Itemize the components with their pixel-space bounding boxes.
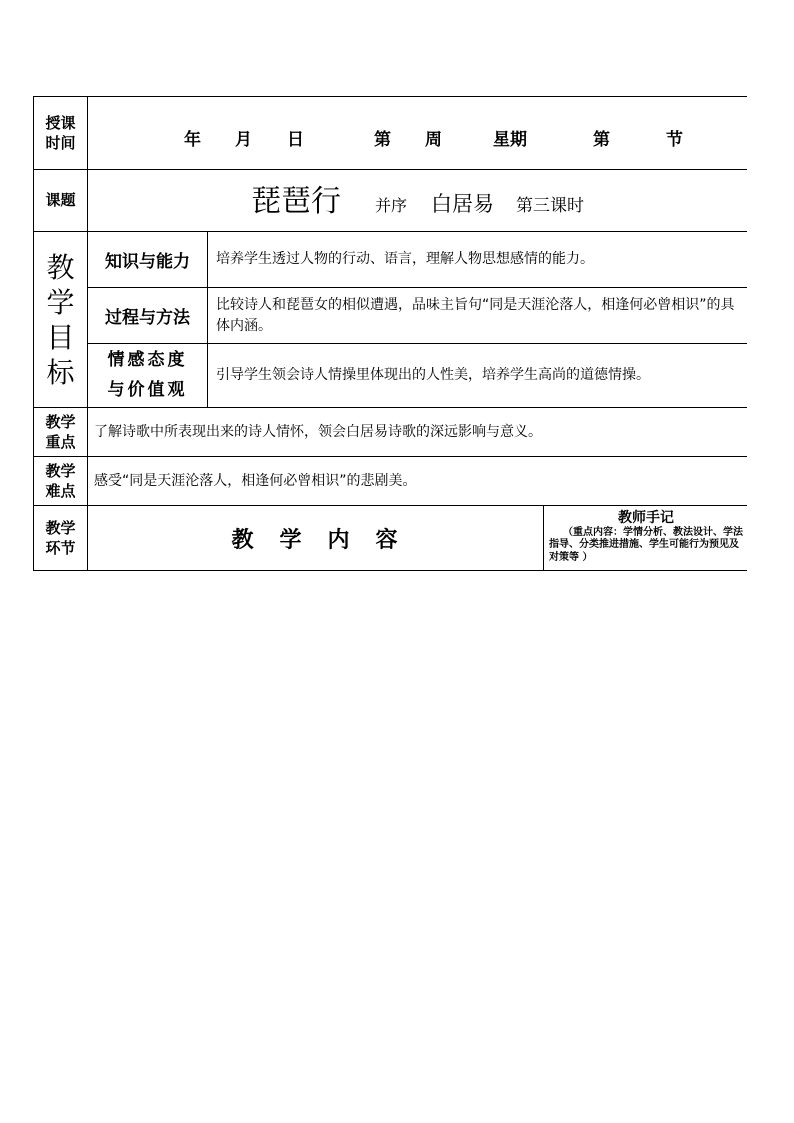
week-prefix: 第 — [374, 130, 391, 150]
objectives-label — [34, 232, 87, 407]
objective-text: 引导学生领会诗人情操里体现出的人性美，培养学生高尚的道德情操。 — [216, 367, 650, 383]
objective-text: 培养学生透过人物的行动、语言，理解人物思想感情的能力。 — [216, 251, 594, 267]
period-label: 节 — [666, 130, 683, 150]
process-label-cell — [34, 506, 87, 570]
objectives-char: 教 — [46, 250, 75, 284]
topic-label: 课题 — [45, 191, 76, 210]
time-label: 授课时间 — [45, 113, 76, 152]
teacher-notes-cell — [544, 506, 747, 570]
weekday-label: 星期 — [493, 130, 527, 150]
author-name: 白居易 — [431, 192, 494, 216]
process-label: 教学环节 — [45, 518, 76, 557]
objective-label-text: 知识与能力 — [105, 252, 190, 272]
objective-text: 比较诗人和琵琶女的相似遭遇，品味主旨句“同是天涯沦落人，相逢何必曾相识”的具体内涵。 — [216, 296, 735, 334]
focus-text: 了解诗歌中所表现出来的诗人情怀，领会白居易诗歌的深远影响与意义。 — [94, 423, 542, 440]
objective-text-attitude — [208, 344, 747, 407]
objective-text-process — [208, 288, 747, 343]
date-fields — [88, 97, 747, 169]
session-label: 第三课时 — [516, 196, 584, 216]
objective-label-attitude — [88, 344, 207, 407]
table-border-bottom — [33, 570, 747, 571]
time-label-cell — [34, 97, 87, 169]
difficulty-text-cell — [88, 457, 747, 505]
content-header: 教 学 内 容 — [231, 526, 400, 553]
title-suffix: 并序 — [374, 196, 407, 215]
lesson-title: 琵琶行 — [250, 184, 341, 219]
period-prefix: 第 — [593, 130, 610, 150]
teacher-notes-title: 教师手记 — [618, 510, 674, 526]
objectives-char: 标 — [46, 355, 75, 389]
objectives-char: 目 — [46, 320, 75, 354]
topic-label-cell — [34, 170, 87, 231]
objective-label-knowledge — [88, 232, 207, 287]
week-label: 周 — [425, 130, 442, 150]
objective-label-text: 情感态度与价值观 — [107, 349, 188, 400]
focus-text-cell — [88, 408, 747, 456]
year-label: 年 — [184, 130, 201, 150]
objective-label-text: 过程与方法 — [105, 308, 190, 328]
objectives-char: 学 — [46, 285, 75, 319]
focus-label-cell — [34, 408, 87, 456]
focus-label: 教学重点 — [45, 412, 76, 451]
month-label: 月 — [235, 130, 252, 150]
content-header-cell — [88, 506, 543, 570]
day-label: 日 — [287, 130, 304, 150]
lesson-plan-table — [33, 96, 747, 571]
difficulty-text: 感受“同是天涯沦落人，相逢何必曾相识”的悲剧美。 — [94, 472, 417, 489]
topic-cell — [88, 170, 747, 231]
objective-text-knowledge — [208, 232, 747, 287]
teacher-notes-hint: （重点内容：学情分析、教法设计、学法指导、分类推进措施、学生可能行为预见及对策等 ） — [549, 526, 743, 563]
difficulty-label: 教学难点 — [45, 461, 76, 500]
difficulty-label-cell — [34, 457, 87, 505]
objective-label-process — [88, 288, 207, 343]
